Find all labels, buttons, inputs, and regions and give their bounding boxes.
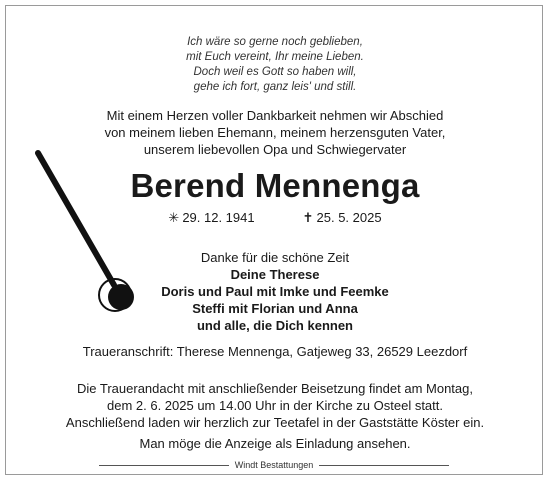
funeral-home-label: Windt Bestattungen [234,460,314,470]
intro-line: unserem liebevollen Opa und Schwiegervater [143,142,407,157]
poem-line: Ich wäre so gerne noch geblieben, [187,36,363,48]
thanks-line: Danke für die schöne Zeit [200,250,350,265]
footer-rule-right [319,465,449,466]
family-member: Doris und Paul mit Imke und Feemke [161,284,389,299]
intro-line: Mit einem Herzen voller Dankbarkeit nehmen wir Abschied [106,108,444,123]
announcement-line: Die Trauerandacht mit anschließender Beisetzung findet am Montag, [77,381,473,396]
announcement-line: Anschließend laden wir herzlich zur Teetafel in der Gaststätte Köster ein. [65,415,485,430]
mourning-address: Traueranschrift: Therese Mennenga, Gatjeweg 33, 26529 Leezdorf [82,344,468,359]
invitation-note: Man möge die Anzeige als Einladung ansehen. [139,436,411,451]
family-member: und alle, die Dich kennen [196,318,354,333]
family-member: Deine Therese [230,267,320,282]
birth-date: 29. 12. 1941 [182,210,255,225]
death-cross-icon: ✝ [302,210,314,225]
poem-line: mit Euch vereint, Ihr meine Lieben. [186,51,364,63]
deceased-name: Berend Mennenga [130,167,420,204]
poem [0,35,550,95]
family-member: Steffi mit Florian und Anna [192,301,358,316]
birth-star-icon: ✳ [168,210,180,225]
announcement-line: dem 2. 6. 2025 um 14.00 Uhr in der Kirche zu Osteel statt. [106,398,443,413]
poem-line: Doch weil es Gott so haben will, [193,66,357,78]
death-date: 25. 5. 2025 [316,210,382,225]
poem-line: gehe ich fort, ganz leis' und still. [193,81,357,93]
footer [5,460,543,470]
footer-rule-left [99,465,229,466]
family-list [0,266,550,334]
intro-line: von meinem lieben Ehemann, meinem herzensguten Vater, [104,125,446,140]
funeral-announcement [0,380,550,431]
life-dates [0,210,550,226]
